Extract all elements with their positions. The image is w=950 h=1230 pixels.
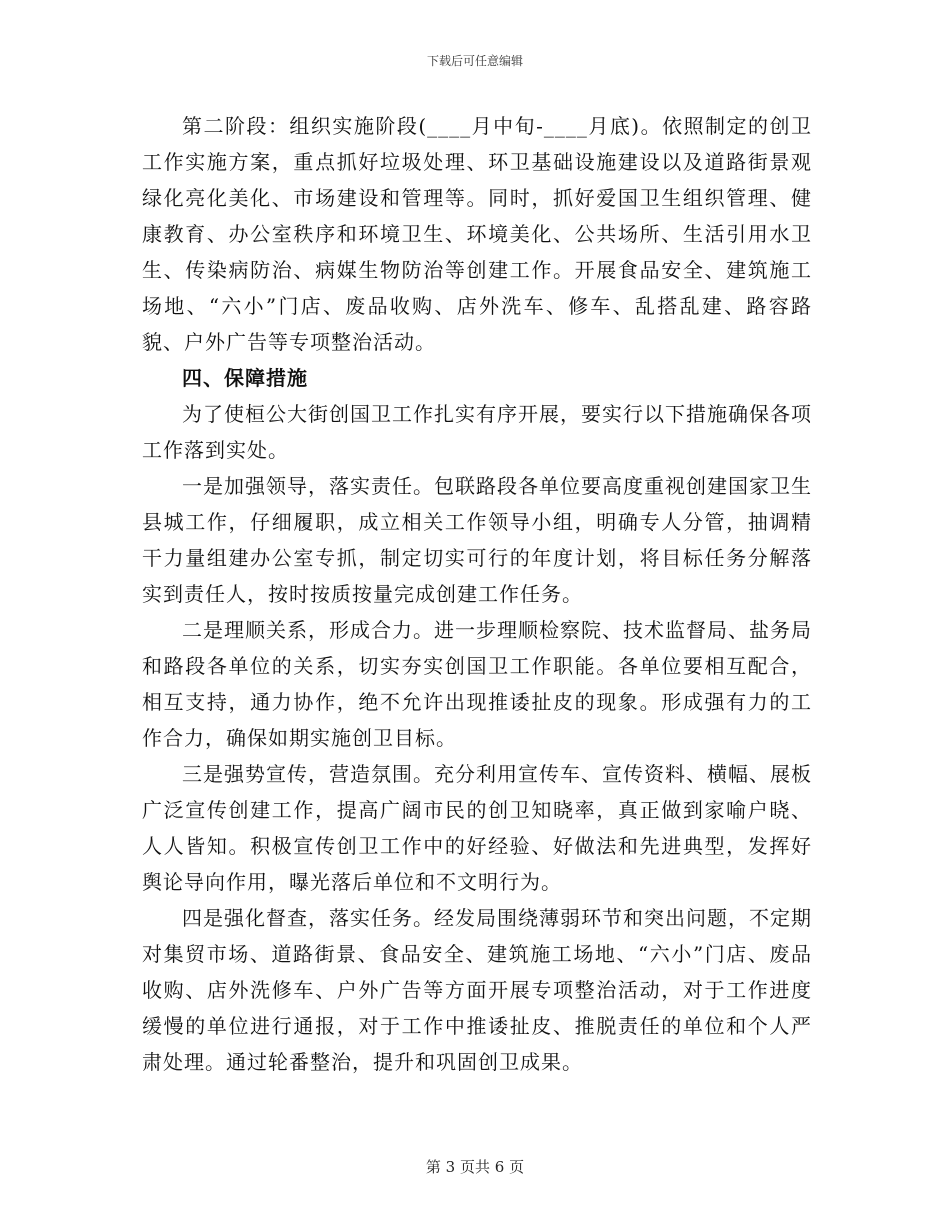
paragraph-intro: 为了使桓公大街创国卫工作扎实有序开展，要实行以下措施确保各项工作落到实处。: [142, 402, 812, 462]
section-heading-safeguards: 四、保障措施: [182, 366, 308, 390]
paragraph-measure-four: 四是强化督查，落实任务。经发局围绕薄弱环节和突出问题，不定期对集贸市场、道路街景、食品安全、建筑施工场地、“六小”门店、废品收购、店外洗修车、户外广告等方面开展专项整治活动，对于工作进度缓慢的单位进行通报，对于工作中推诿扯皮、推脱责任的单位和个人严肃处理。通过轮番整治，提升和巩固创卫成果。: [142, 906, 812, 1074]
paragraph-stage-two: 第二阶段：组织实施阶段(____月中旬-____月底)。依照制定的创卫工作实施方案，重点抓好垃圾处理、环卫基础设施建设以及道路街景观绿化亮化美化、市场建设和管理等。同时，抓好爱国卫生组织管理、健康教育、办公室秩序和环境卫生、环境美化、公共场所、生活引用水卫生、传染病防治、病媒生物防治等创建工作。开展食品安全、建筑施工场地、“六小”门店、废品收购、店外洗车、修车、乱搭乱建、路容路貌、户外广告等专项整治活动。: [142, 114, 812, 354]
page-header: 下载后可任意编辑: [426, 54, 523, 68]
paragraph-measure-two: 二是理顺关系，形成合力。进一步理顺检察院、技术监督局、盐务局和路段各单位的关系，切实夯实创国卫工作职能。各单位要相互配合，相互支持，通力协作，绝不允许出现推诿扯皮的现象。形成强有力的工作合力，确保如期实施创卫目标。: [142, 618, 812, 750]
paragraph-measure-three: 三是强势宣传，营造氛围。充分利用宣传车、宣传资料、横幅、展板广泛宣传创建工作，提高广阔市民的创卫知晓率，真正做到家喻户晓、人人皆知。积极宣传创卫工作中的好经验、好做法和先进典型，发挥好舆论导向作用，曝光落后单位和不文明行为。: [142, 762, 812, 894]
paragraph-measure-one: 一是加强领导，落实责任。包联路段各单位要高度重视创建国家卫生县城工作，仔细履职，成立相关工作领导小组，明确专人分管，抽调精干力量组建办公室专抓，制定切实可行的年度计划，将目标任务分解落实到责任人，按时按质按量完成创建工作任务。: [142, 474, 812, 606]
document-body: [142, 108, 812, 1080]
page-number: 第 3 页共 6 页: [425, 1158, 525, 1176]
